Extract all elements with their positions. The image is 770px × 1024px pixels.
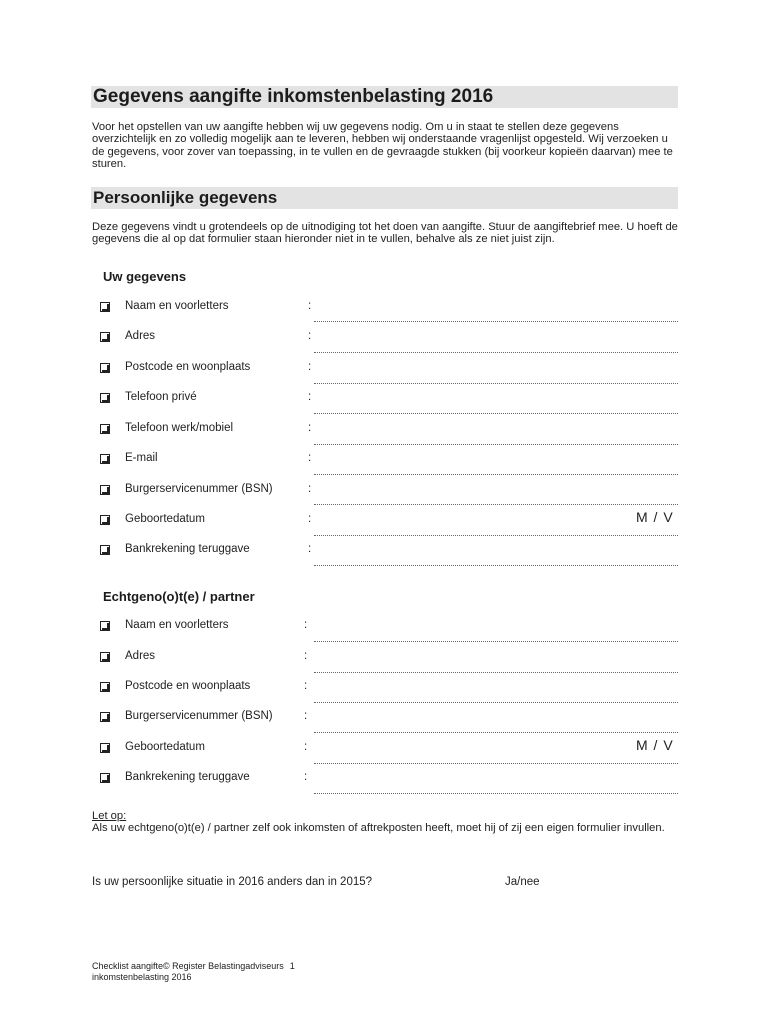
- field-colon: :: [304, 710, 308, 722]
- note-block: [92, 810, 682, 835]
- field-label: Bankrekening teruggave: [125, 771, 250, 783]
- field-input-line[interactable]: [314, 702, 678, 703]
- field-input-line[interactable]: [314, 535, 678, 536]
- partner-row-naam: [0, 621, 770, 651]
- field-label: Bankrekening teruggave: [125, 543, 250, 555]
- field-colon: :: [308, 391, 312, 403]
- section-title-personal: Persoonlijke gegevens: [91, 187, 678, 209]
- field-label: Burgerservicenummer (BSN): [125, 483, 273, 495]
- field-colon: :: [304, 680, 308, 692]
- field-input-line[interactable]: [314, 732, 678, 733]
- field-colon: :: [308, 452, 312, 464]
- checkbox-icon[interactable]: [100, 454, 111, 465]
- checkbox-icon[interactable]: [100, 682, 111, 693]
- field-input-line[interactable]: [314, 672, 678, 673]
- question-text: Is uw persoonlijke situatie in 2016 anders dan in 2015?: [92, 876, 373, 888]
- field-row-bankrekening: [0, 545, 770, 575]
- field-label: Geboortedatum: [125, 513, 205, 525]
- checkbox-icon[interactable]: [100, 712, 111, 723]
- field-input-line[interactable]: [314, 321, 678, 322]
- checkbox-icon[interactable]: [100, 332, 111, 343]
- field-colon: :: [308, 300, 312, 312]
- field-row-geboortedatum: [0, 509, 770, 545]
- field-row-adres: [0, 332, 770, 362]
- footer-line2: inkomstenbelasting 2016: [92, 972, 192, 982]
- field-input-line[interactable]: [314, 565, 678, 566]
- page-number: 1: [289, 961, 295, 971]
- field-label: Postcode en woonplaats: [125, 361, 251, 373]
- checkbox-icon[interactable]: [100, 485, 111, 496]
- partner-row-geboortedatum: [0, 737, 770, 773]
- field-colon: :: [308, 543, 312, 555]
- partner-row-postcode: [0, 682, 770, 712]
- field-input-line[interactable]: [314, 793, 678, 794]
- field-colon: :: [308, 361, 312, 373]
- field-input-line[interactable]: [314, 383, 678, 384]
- field-colon: :: [308, 483, 312, 495]
- checkbox-icon[interactable]: [100, 621, 111, 632]
- field-input-line[interactable]: [314, 641, 678, 642]
- personal-paragraph: Deze gegevens vindt u grotendeels op de uitnodiging tot het doen van aangifte. Stuur de aangiftebrief mee. U hoeft de gegevens die al op dat formulier staan hieronder niet in te vullen, behalve als ze niet juist zijn.: [92, 221, 678, 246]
- field-label: E-mail: [125, 452, 158, 464]
- subsection-title-partner: Echtgeno(o)t(e) / partner: [103, 589, 255, 604]
- checkbox-icon[interactable]: [100, 393, 111, 404]
- checkbox-icon[interactable]: [100, 545, 111, 556]
- question-answer[interactable]: Ja/nee: [505, 876, 540, 888]
- field-input-line[interactable]: [314, 504, 678, 505]
- field-label: Naam en voorletters: [125, 300, 229, 312]
- checkbox-icon[interactable]: [100, 302, 111, 313]
- field-label: Telefoon privé: [125, 391, 197, 403]
- footer-line1: Checklist aangifte© Register Belastingadviseurs: [92, 961, 284, 971]
- field-label: Adres: [125, 650, 156, 662]
- field-row-telefoon-werk: [0, 424, 770, 454]
- checkbox-icon[interactable]: [100, 652, 111, 663]
- gender-option-text[interactable]: M / V: [636, 737, 674, 753]
- subsection-title-uw-gegevens: Uw gegevens: [103, 269, 187, 284]
- checkbox-icon[interactable]: [100, 515, 111, 526]
- field-input-line[interactable]: [314, 474, 678, 475]
- field-input-line[interactable]: [314, 763, 678, 764]
- checkbox-icon[interactable]: [100, 773, 111, 784]
- field-colon: :: [308, 422, 312, 434]
- intro-paragraph: Voor het opstellen van uw aangifte hebben wij uw gegevens nodig. Om u in staat te stellen deze gegevens overzichtelijk en zo volledig mogelijk aan te leveren, hebben wij onderstaande vragenlijst opgesteld. Wij verzoeken u de gegevens, voor zover van toepassing, in te vullen en de gevraagde stukken (bij voorkeur kopieën daarvan) mee te sturen.: [92, 121, 673, 171]
- field-colon: :: [304, 771, 308, 783]
- partner-row-adres: [0, 652, 770, 682]
- note-label: Let op:: [92, 810, 127, 822]
- field-input-line[interactable]: [314, 352, 678, 353]
- field-row-postcode: [0, 363, 770, 393]
- page-title: Gegevens aangifte inkomstenbelasting 2016: [91, 86, 678, 108]
- field-label: Naam en voorletters: [125, 619, 229, 631]
- field-label: Geboortedatum: [125, 741, 205, 753]
- checkbox-icon[interactable]: [100, 363, 111, 374]
- field-row-telefoon-prive: [0, 393, 770, 423]
- field-colon: :: [308, 330, 312, 342]
- field-colon: :: [308, 513, 312, 525]
- field-label: Adres: [125, 330, 156, 342]
- field-label: Telefoon werk/mobiel: [125, 422, 234, 434]
- field-label: Postcode en woonplaats: [125, 680, 251, 692]
- field-row-email: [0, 454, 770, 484]
- checkbox-icon[interactable]: [100, 743, 111, 754]
- page-footer: [92, 961, 295, 983]
- checkbox-icon[interactable]: [100, 424, 111, 435]
- field-colon: :: [304, 619, 308, 631]
- field-row-naam: [0, 302, 770, 332]
- field-input-line[interactable]: [314, 444, 678, 445]
- field-label: Burgerservicenummer (BSN): [125, 710, 273, 722]
- gender-option-text[interactable]: M / V: [636, 509, 674, 525]
- partner-row-bankrekening: [0, 773, 770, 803]
- field-colon: :: [304, 650, 308, 662]
- field-colon: :: [304, 741, 308, 753]
- field-input-line[interactable]: [314, 413, 678, 414]
- note-text: Als uw echtgeno(o)t(e) / partner zelf ook inkomsten of aftrekposten heeft, moet hij of zij een eigen formulier invullen.: [92, 822, 665, 835]
